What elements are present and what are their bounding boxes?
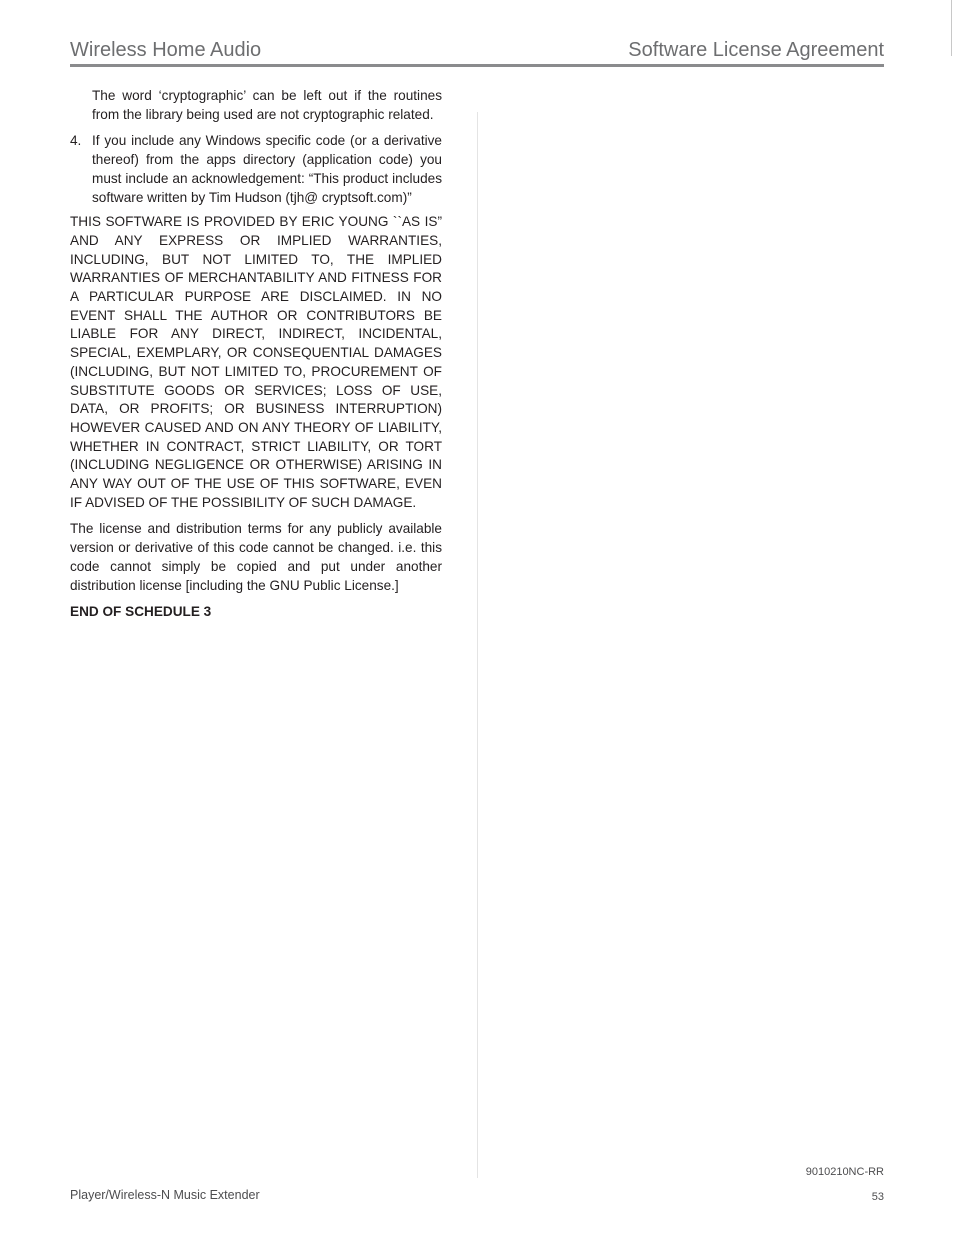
column-divider	[477, 112, 478, 1178]
list-item-number: 4.	[70, 133, 82, 149]
header-rule	[70, 64, 884, 67]
header-right-title: Software License Agreement	[628, 39, 884, 61]
header-left-title: Wireless Home Audio	[70, 39, 262, 61]
end-of-schedule-heading: END OF SCHEDULE 3	[70, 604, 212, 620]
license-terms-paragraph: The license and distribution terms for any publicly available version or derivative of this code cannot be changed. i.e. this code cannot simply be copied and put under another distribution license [including the GNU Public License.]	[70, 521, 442, 593]
footer-product-name: Player/Wireless-N Music Extender	[70, 1188, 260, 1202]
footer-document-code: 9010210NC-RR	[805, 1166, 884, 1178]
page-header	[70, 36, 884, 66]
list-item-text: If you include any Windows specific code (or a derivative thereof) from the apps directory (application code) you must include an acknowledgement: “This product includes software written by Tim Hudson (tjh@ cryptsoft.com)”	[92, 133, 442, 205]
cryptographic-paragraph: The word ‘cryptographic’ can be left out if the routines from the library being used are not cryptographic related.	[92, 88, 442, 122]
list-item-4	[70, 132, 442, 207]
left-column	[70, 87, 442, 622]
disclaimer-paragraph: THIS SOFTWARE IS PROVIDED BY ERIC YOUNG ``AS IS” AND ANY EXPRESS OR IMPLIED WARRANTIES, INCLUDING, BUT NOT LIMITED TO, THE IMPLIED WARRANTIES OF MERCHANTABILITY AND FITNESS FOR A PARTICULAR PURPOSE ARE DISCLAIMED. IN NO EVENT SHALL THE AUTHOR OR CONTRIBUTORS BE LIABLE FOR ANY DIRECT, INDIRECT, INCIDENTAL, SPECIAL, EXEMPLARY, OR CONSEQUENTIAL DAMAGES (INCLUDING, BUT NOT LIMITED TO, PROCUREMENT OF SUBSTITUTE GOODS OR SERVICES; LOSS OF USE, DATA, OR PROFITS; OR BUSINESS INTERRUPTION) HOWEVER CAUSED AND ON ANY THEORY OF LIABILITY, WHETHER IN CONTRACT, STRICT LIABILITY, OR TORT (INCLUDING NEGLIGENCE OR OTHERWISE) ARISING IN ANY WAY OUT OF THE USE OF THIS SOFTWARE, EVEN IF ADVISED OF THE POSSIBILITY OF SUCH DAMAGE.	[70, 214, 442, 510]
page-corner-mark	[951, 0, 952, 56]
footer-page-number: 53	[871, 1191, 884, 1203]
